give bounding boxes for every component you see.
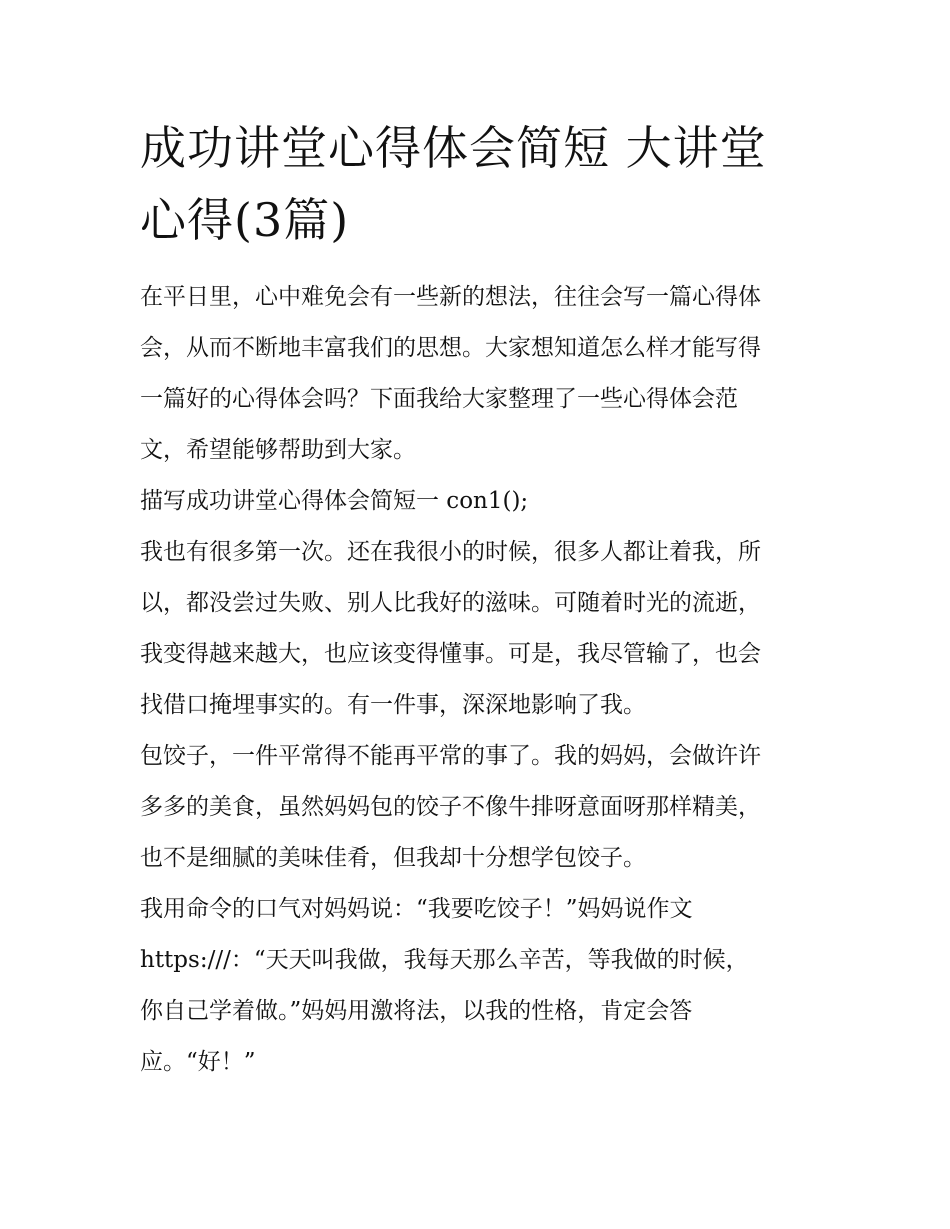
document-page (140, 112, 812, 1088)
text-line: 会，从而不断地丰富我们的思想。大家想知道怎么样才能写得 (140, 335, 761, 361)
paragraph-first-time (140, 527, 812, 731)
text-line: 你自己学着做。”妈妈用激将法，以我的性格，肯定会答 (140, 998, 693, 1024)
text-line: 文，希望能够帮助到大家。 (140, 437, 416, 463)
title-line: 成功讲堂心得体会简短 大讲堂 (140, 121, 767, 175)
text-line: 我变得越来越大，也应该变得懂事。可是，我尽管输了，也会 (140, 641, 761, 667)
text-line: https:///：“天天叫我做，我每天那么辛苦，等我做的时候， (140, 947, 749, 973)
title-line: 心得(3篇) (140, 193, 350, 247)
text-line: 我用命令的口气对妈妈说：“我要吃饺子！”妈妈说作文 (140, 896, 693, 922)
text-line: 找借口掩埋事实的。有一件事，深深地影响了我。 (140, 692, 646, 718)
text-line: 描写成功讲堂心得体会简短一 con1(); (140, 488, 529, 514)
text-line: 在平日里，心中难免会有一些新的想法，往往会写一篇心得体 (140, 284, 761, 310)
paragraph-dumplings (140, 731, 812, 884)
paragraph-dialogue (140, 884, 812, 1088)
text-line: 一篇好的心得体会吗？下面我给大家整理了一些心得体会范 (140, 386, 738, 412)
text-line: 应。“好！” (140, 1049, 256, 1075)
text-line: 包饺子，一件平常得不能再平常的事了。我的妈妈，会做许许 (140, 743, 761, 769)
text-line: 多多的美食，虽然妈妈包的饺子不像牛排呀意面呀那样精美， (140, 794, 761, 820)
text-line: 以，都没尝过失败、别人比我好的滋味。可随着时光的流逝， (140, 590, 761, 616)
text-line: 也不是细腻的美味佳肴，但我却十分想学包饺子。 (140, 845, 646, 871)
section-heading (140, 476, 812, 527)
paragraph-intro (140, 272, 812, 476)
document-title (140, 112, 812, 256)
text-line: 我也有很多第一次。还在我很小的时候，很多人都让着我，所 (140, 539, 761, 565)
